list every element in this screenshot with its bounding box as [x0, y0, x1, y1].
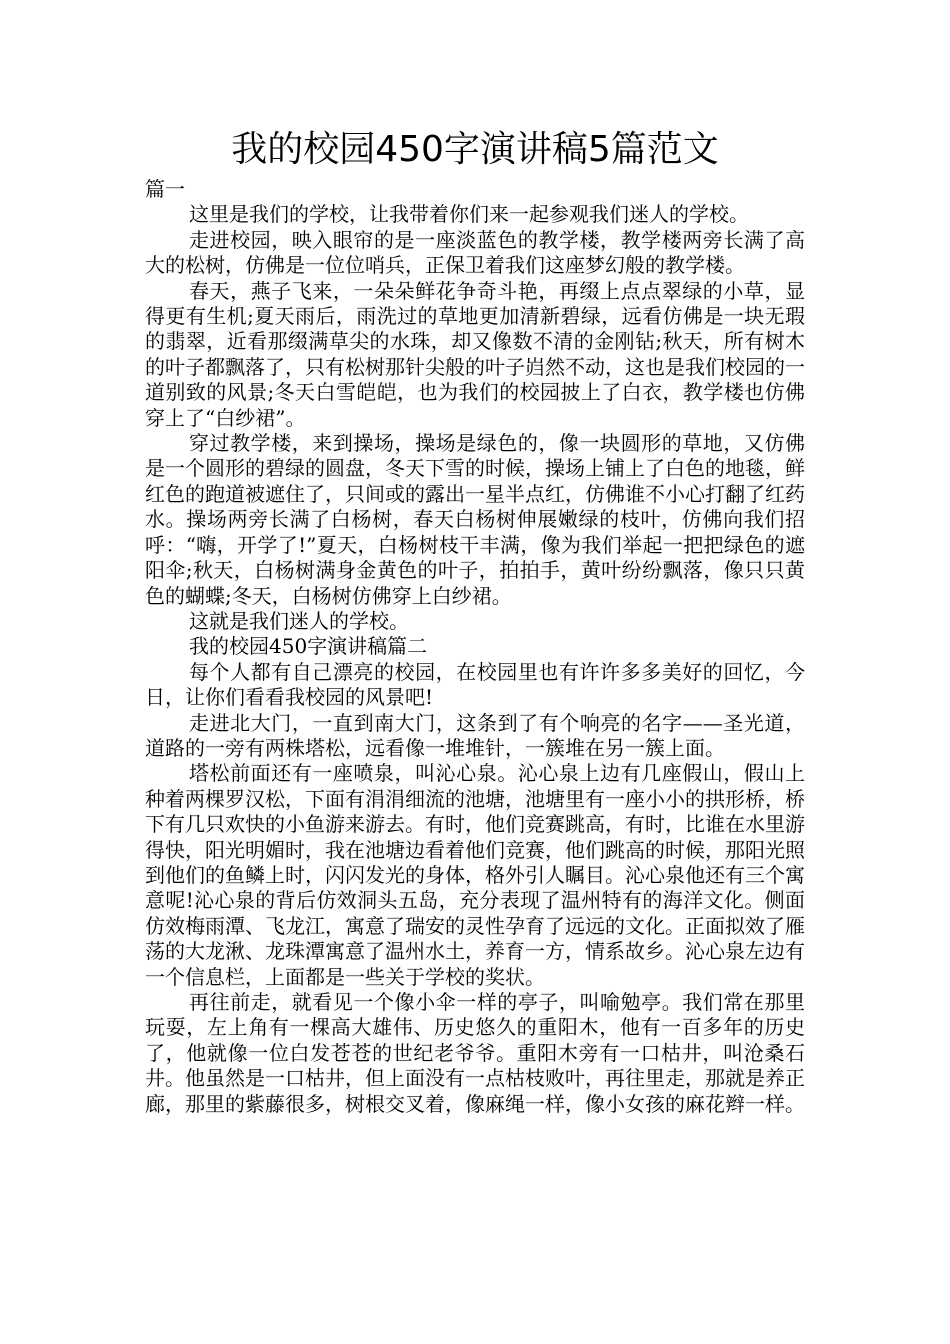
paragraph: 再往前走，就看见一个像小伞一样的亭子，叫喻勉亭。我们常在那里玩耍，左上角有一棵高大雄伟、历史悠久的重阳木，他有一百多年的历史了，他就像一位白发苍苍的世纪老爷爷。重阳木旁有一口枯井，叫沧桑石井。他虽然是一口枯井，但上面没有一点枯枝败叶，再往里走，那就是养正廊，那里的紫藤很多，树根交叉着，像麻绳一样，像小女孩的麻花辫一样。 [145, 990, 805, 1116]
paragraph: 春天，燕子飞来，一朵朵鲜花争奇斗艳，再缀上点点翠绿的小草，显得更有生机;夏天雨后，雨洗过的草地更加清新碧绿，远看仿佛是一块无瑕的翡翠，近看那缀满草尖的水珠，却又像数不清的金刚钻;秋天，所有树木的叶子都飘落了，只有松树那针尖般的叶子岿然不动，这也是我们校园的一道别致的风景;冬天白雪皑皑，也为我们的校园披上了白衣，教学楼也仿佛穿上了“白纱裙”。 [145, 278, 805, 430]
section-heading: 我的校园450字演讲稿篇二 [189, 634, 428, 659]
paragraph: 这里是我们的学校，让我带着你们来一起参观我们迷人的学校。 [189, 202, 749, 227]
paragraph: 塔松前面还有一座喷泉，叫沁心泉。沁心泉上边有几座假山，假山上种着两棵罗汉松，下面有涓涓细流的池塘，池塘里有一座小小的拱形桥，桥下有几只欢快的小鱼游来游去。有时，他们竞赛跳高，有时，比谁在水里游得快，阳光明媚时，我在池塘边看着他们竞赛，他们跳高的时候，那阳光照到他们的鱼鳞上时，闪闪发光的身体，格外引人瞩目。沁心泉他还有三个寓意呢!沁心泉的背后仿效洞头五岛，充分表现了温州特有的海洋文化。侧面仿效梅雨潭、飞龙江，寓意了瑞安的灵性孕育了远远的文化。正面拟效了雁荡的大龙湫、龙珠潭寓意了温州水土，养育一方，情系故乡。沁心泉左边有一个信息栏，上面都是一些关于学校的奖状。 [145, 761, 805, 989]
section-heading: 篇一 [145, 177, 185, 201]
paragraph: 穿过教学楼，来到操场，操场是绿色的，像一块圆形的草地，又仿佛是一个圆形的碧绿的圆盘，冬天下雪的时候，操场上铺上了白色的地毯，鲜红色的跑道被遮住了，只间或的露出一星半点红，仿佛谁不小心打翻了红药水。操场两旁长满了白杨树，春天白杨树伸展嫩绿的枝叶，仿佛向我们招呼：“嗨，开学了!”夏天，白杨树枝干丰满，像为我们举起一把把绿色的遮阳伞;秋天，白杨树满身金黄色的叶子，拍拍手，黄叶纷纷飘落，像只只黄色的蝴蝶;冬天，白杨树仿佛穿上白纱裙。 [145, 431, 805, 608]
document-title: 我的校园450字演讲稿5篇范文 [231, 129, 719, 170]
paragraph: 走进校园，映入眼帘的是一座淡蓝色的教学楼，教学楼两旁长满了高大的松树，仿佛是一位位哨兵，正保卫着我们这座梦幻般的教学楼。 [145, 227, 805, 278]
paragraph: 走进北大门，一直到南大门，这条到了有个响亮的名字——圣光道，道路的一旁有两株塔松，远看像一堆堆针，一簇堆在另一簇上面。 [145, 710, 805, 760]
paragraph: 每个人都有自己漂亮的校园，在校园里也有许许多多美好的回忆，今日，让你们看看我校园的风景吧! [145, 659, 805, 710]
document-body [145, 177, 805, 1117]
paragraph: 这就是我们迷人的学校。 [189, 608, 409, 633]
